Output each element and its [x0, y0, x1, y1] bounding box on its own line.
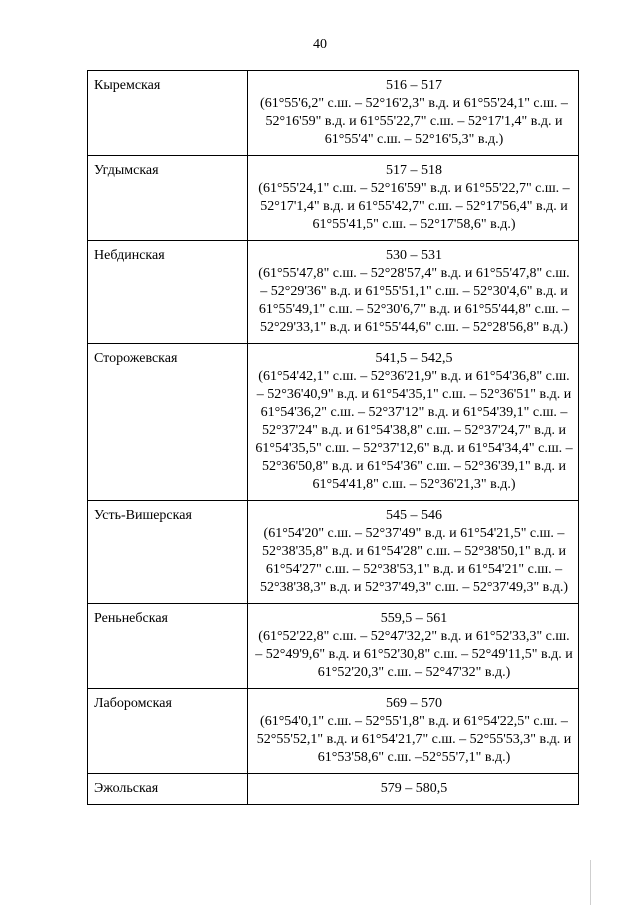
coordinates: (61°54'42,1" с.ш. – 52°36'21,9" в.д. и 61°54'36,8" с.ш. – 52°36'40,9" в.д. и 61°54'35,1" с.ш. – 52°36'51" в.д. и 61°54'36,2" с.ш. – 52°37'12" в.д. и 61°54'39,1" с.ш. – 52°37'24" в.д. и 61°54'38,8" с.ш. – 52°37'24,7" в.д. и 61°54'35,5" с.ш. – 52°37'12,6" в.д. и 61°54'34,4" с.ш. – 52°36'50,8" в.д. и 61°54'36" с.ш. – 52°36'39,1" в.д. и 61°54'41,8" с.ш. – 52°36'21,3" в.д.) — [255, 369, 573, 492]
table-row — [88, 604, 579, 689]
table-row — [88, 71, 579, 156]
coordinates: (61°55'47,8" с.ш. – 52°28'57,4" в.д. и 61°55'47,8" с.ш. – 52°29'36" в.д. и 61°55'51,1" с.ш. – 52°30'4,6" в.д. и 61°55'49,1" с.ш. – 52°30'6,7" в.д. и 61°55'44,8" с.ш. – 52°29'33,1" в.д. и 61°55'44,6" с.ш. – 52°28'56,8" в.д.) — [258, 266, 570, 335]
table-row — [88, 156, 579, 241]
section-info — [248, 604, 579, 689]
page-number: 40 — [313, 37, 327, 52]
km-range: 516 – 517 — [386, 78, 442, 93]
section-name: Лаборомская — [88, 689, 248, 774]
section-name: Небдинская — [88, 241, 248, 344]
section-name: Угдымская — [88, 156, 248, 241]
km-range: 569 – 570 — [386, 696, 442, 711]
table-row — [88, 501, 579, 604]
coordinates: (61°52'22,8" с.ш. – 52°47'32,2" в.д. и 61°52'33,3" с.ш. – 52°49'9,6" в.д. и 61°52'30,8" с.ш. – 52°49'11,5" в.д. и 61°52'20,3" с.ш. – 52°47'32" в.д.) — [255, 629, 573, 680]
km-range: 559,5 – 561 — [380, 611, 448, 626]
km-range: 545 – 546 — [386, 508, 442, 523]
scan-edge-line — [590, 860, 591, 905]
coordinates: (61°54'20" с.ш. – 52°37'49" в.д. и 61°54'21,5" с.ш. – 52°38'35,8" в.д. и 61°54'28" с.ш. – 52°38'50,1" в.д. и 61°54'27" с.ш. – 52°38'53,1" в.д. и 61°54'21" с.ш. – 52°38'38,3" в.д. и 52°37'49,3" с.ш. – 52°37'49,3" в.д.) — [259, 526, 569, 595]
section-name: Реньнебская — [88, 604, 248, 689]
table-row — [88, 689, 579, 774]
section-info — [248, 156, 579, 241]
section-info — [248, 774, 579, 805]
table-row — [88, 774, 579, 805]
coordinates: (61°55'24,1" с.ш. – 52°16'59" в.д. и 61°55'22,7" с.ш. – 52°17'1,4" в.д. и 61°55'42,7" с.ш. – 52°17'56,4" в.д. и 61°55'41,5" с.ш. – 52°17'58,6" в.д.) — [258, 181, 570, 232]
section-info — [248, 71, 579, 156]
km-range: 517 – 518 — [386, 163, 442, 178]
section-name: Эжольская — [88, 774, 248, 805]
river-sections-table — [87, 70, 579, 805]
km-range: 530 – 531 — [386, 248, 442, 263]
table-row — [88, 241, 579, 344]
section-name: Сторожевская — [88, 344, 248, 501]
km-range: 541,5 – 542,5 — [375, 351, 453, 366]
coordinates: (61°54'0,1" с.ш. – 52°55'1,8" в.д. и 61°54'22,5" с.ш. – 52°55'52,1" в.д. и 61°54'21,7" с.ш. – 52°55'53,3" в.д. и 61°53'58,6" с.ш. –52°55'7,1" в.д.) — [256, 714, 572, 765]
section-name: Кыремская — [88, 71, 248, 156]
section-name: Усть-Вишерская — [88, 501, 248, 604]
section-info — [248, 344, 579, 501]
section-info — [248, 501, 579, 604]
section-info — [248, 241, 579, 344]
table-row — [88, 344, 579, 501]
km-range: 579 – 580,5 — [380, 781, 448, 796]
section-info — [248, 689, 579, 774]
coordinates: (61°55'6,2" с.ш. – 52°16'2,3" в.д. и 61°55'24,1" с.ш. – 52°16'59" в.д. и 61°55'22,7" с.ш. – 52°17'1,4" в.д. и 61°55'4" с.ш. – 52°16'5,3" в.д.) — [260, 96, 568, 147]
